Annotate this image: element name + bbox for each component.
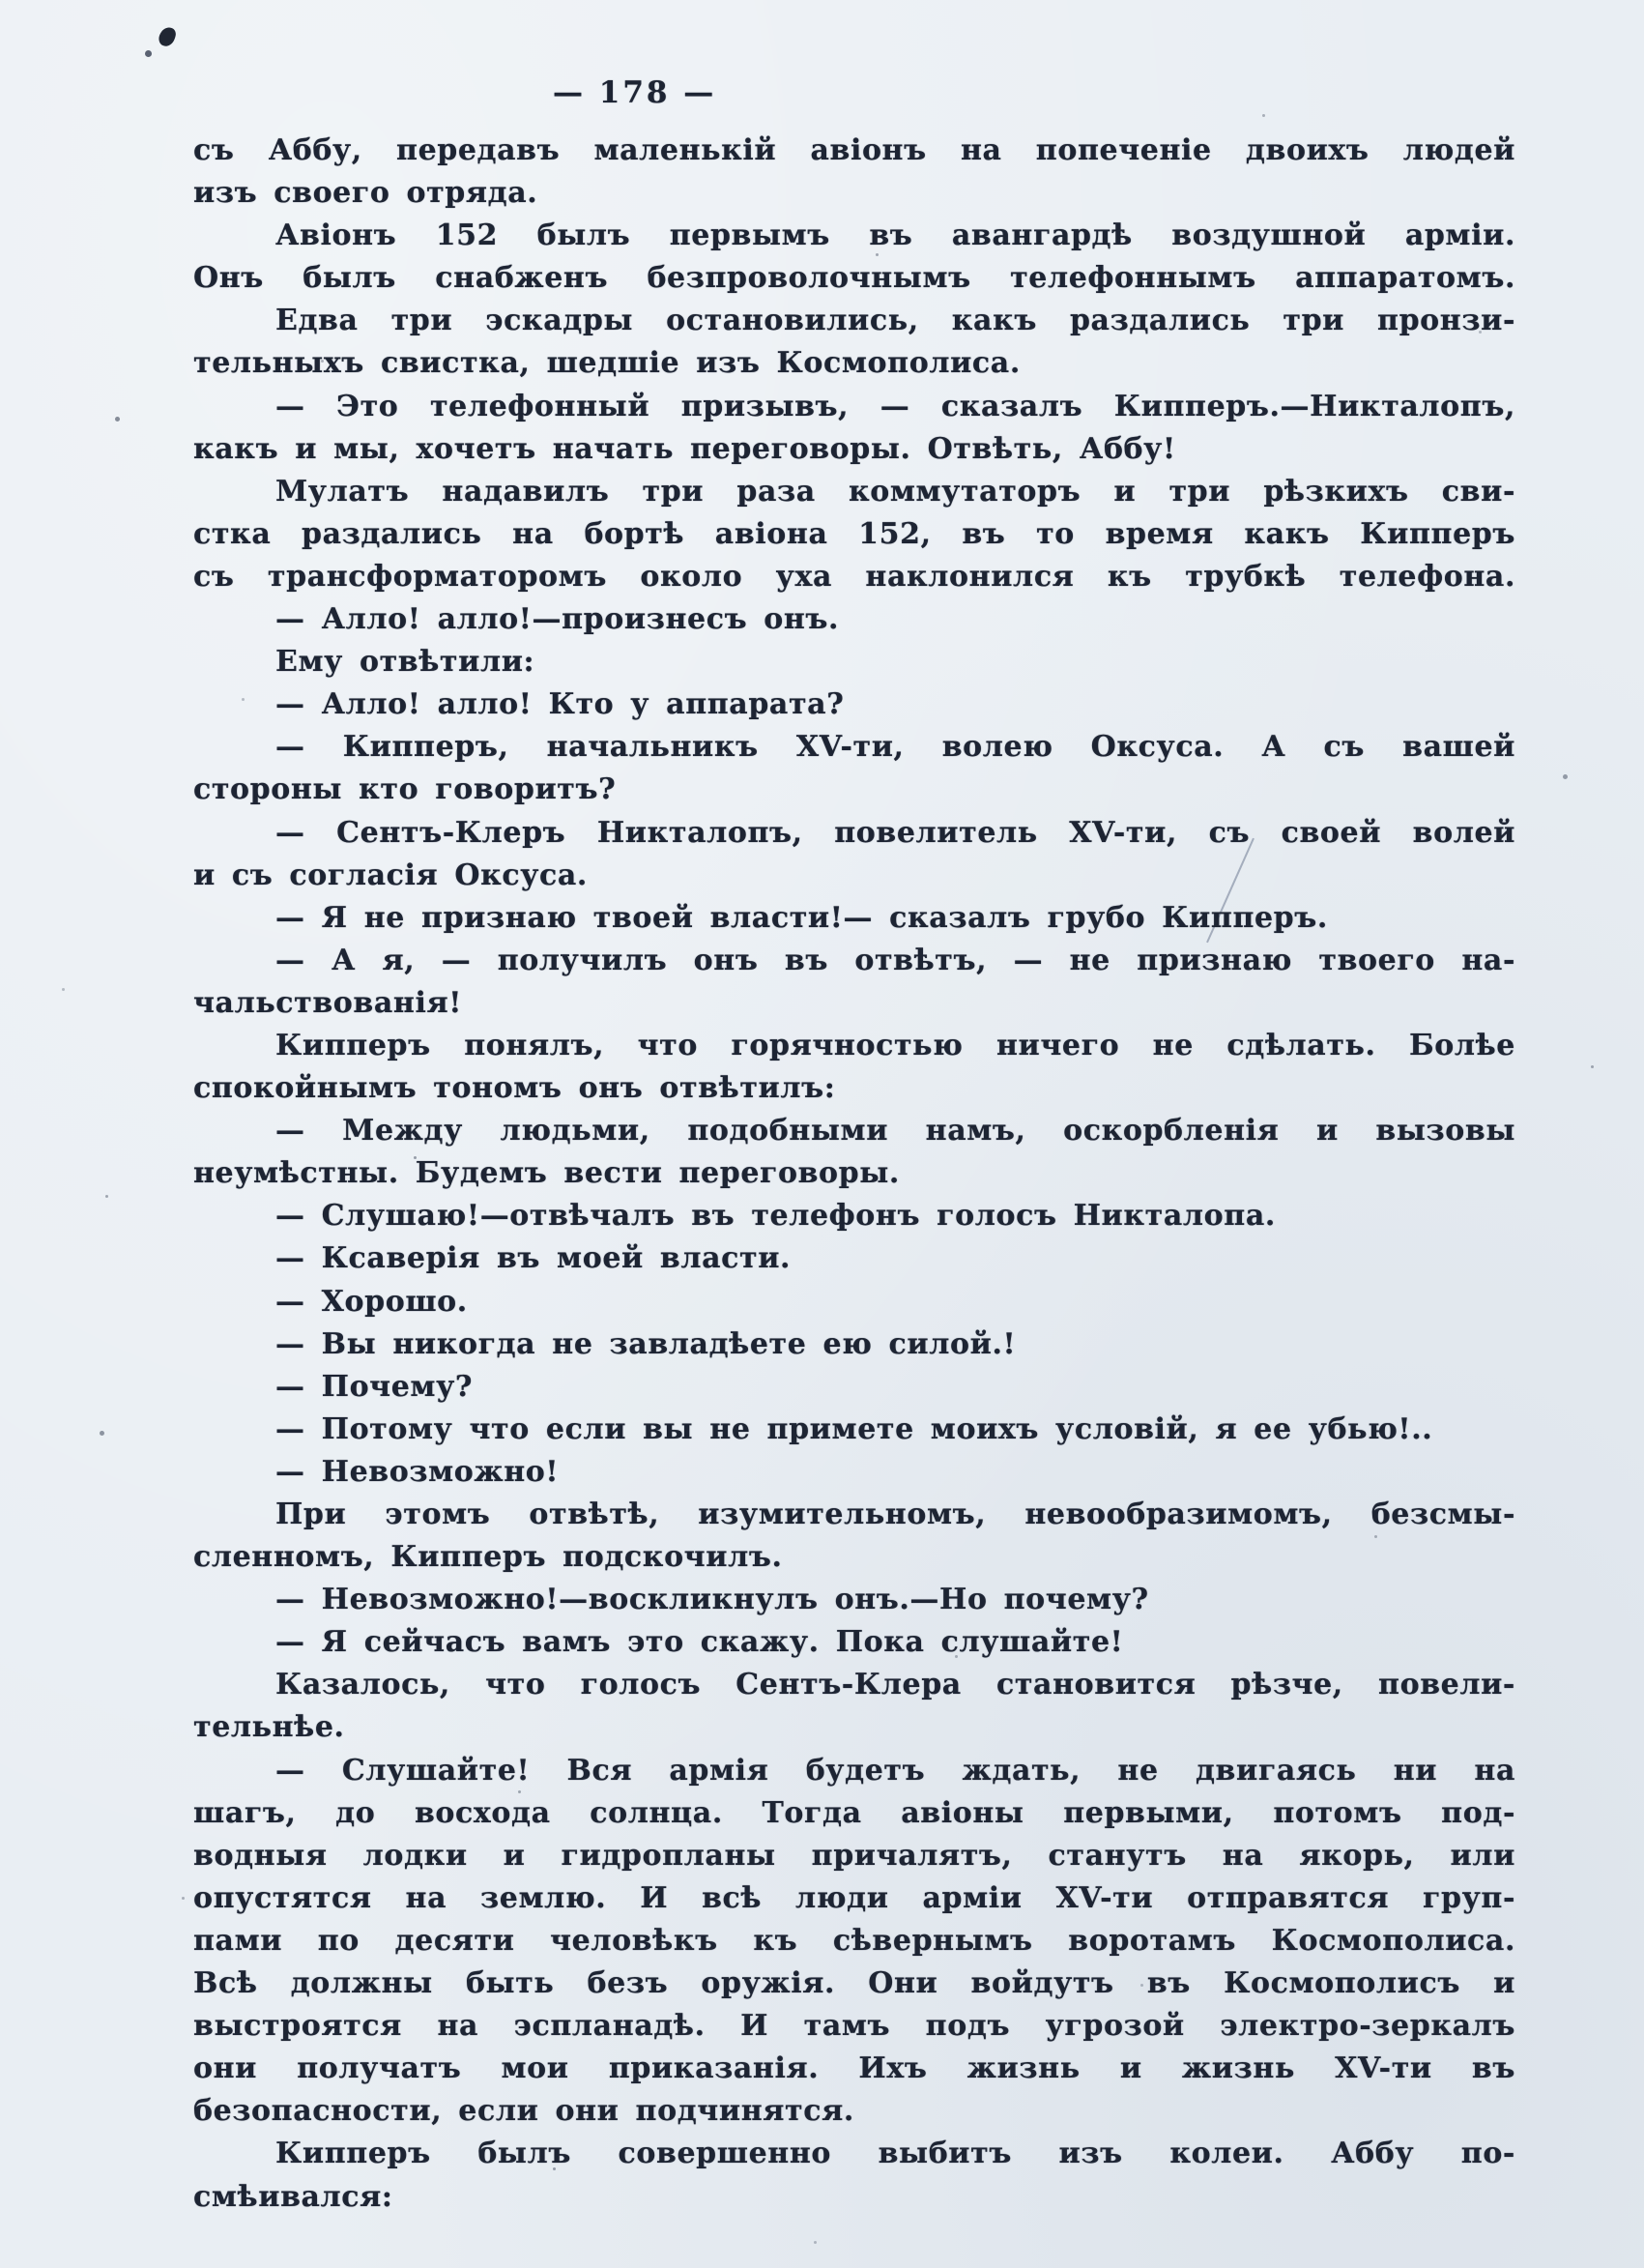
text-line: — Между людьми, подобными намъ, оскорбленія и вызовы xyxy=(275,1114,1515,1149)
text-line: выстроятся на эспланадѣ. И тамъ подъ угрозой электро-зеркалъ xyxy=(193,2009,1515,2044)
text-line: стка раздались на бортѣ авіона 152, въ то время какъ Кипперъ xyxy=(193,516,1515,551)
text-line: и съ согласія Оксуса. xyxy=(193,858,588,892)
text-line: опустятся на землю. И всѣ люди арміи XV-ти отправятся груп- xyxy=(193,1880,1515,1915)
text-line: — Я не признаю твоей власти!— сказалъ грубо Кипперъ. xyxy=(275,900,1328,935)
ink-smudge xyxy=(145,50,152,57)
text-line: сленномъ, Кипперъ подскочилъ. xyxy=(193,1540,783,1575)
page-number: — 178 — xyxy=(553,75,717,110)
ink-smudge xyxy=(157,25,177,48)
text-line: смѣивался: xyxy=(193,2179,393,2214)
text-line: водныя лодки и гидропланы причалятъ, станутъ на якорь, или xyxy=(193,1838,1515,1873)
text-line: — Кипперъ, начальникъ XV-ти, волею Оксуса. А съ вашей xyxy=(275,730,1515,765)
text-line: тельныхъ свистка, шедшіе изъ Космополиса. xyxy=(193,346,1021,381)
text-line: — Потому что если вы не примете моихъ условій, я ее убью!.. xyxy=(275,1411,1433,1446)
text-line: какъ и мы, хочетъ начать переговоры. Отвѣть, Аббу! xyxy=(193,431,1176,466)
text-line: — Невозможно! xyxy=(275,1454,560,1489)
text-line: — Слушаю!—отвѣчалъ въ телефонъ голосъ Никталопа. xyxy=(275,1199,1276,1234)
text-line: — Почему? xyxy=(275,1369,474,1404)
text-line: пами по десяти человѣкъ къ сѣвернымъ воротамъ Космополиса. xyxy=(193,1923,1515,1958)
scan-noise-speckles xyxy=(0,0,3,3)
text-line: — Невозможно!—воскликнулъ онъ.—Но почему? xyxy=(275,1583,1149,1617)
text-line: стороны кто говоритъ? xyxy=(193,772,617,807)
text-line: — Алло! алло! Кто у аппарата? xyxy=(275,687,845,722)
text-line: неумѣстны. Будемъ вести переговоры. xyxy=(193,1156,900,1191)
text-line: безопасности, если они подчинятся. xyxy=(193,2094,854,2129)
text-line: Кипперъ былъ совершенно выбитъ изъ колеи. Аббу по- xyxy=(275,2137,1515,2171)
text-line: Едва три эскадры остановились, какъ раздались три пронзи- xyxy=(275,304,1515,338)
text-line: — Хорошо. xyxy=(275,1284,468,1319)
text-line: — Ксаверія въ моей власти. xyxy=(275,1241,792,1276)
text-line: Всѣ должны быть безъ оружія. Они войдутъ въ Космополисъ и xyxy=(193,1966,1515,2001)
text-line: изъ своего отряда. xyxy=(193,176,538,211)
text-line: Ему отвѣтили: xyxy=(275,645,535,680)
text-line: Кипперъ понялъ, что горячностью ничего не сдѣлать. Болѣе xyxy=(275,1028,1515,1062)
text-line: Мулатъ надавилъ три раза коммутаторъ и три рѣзкихъ сви- xyxy=(275,474,1515,509)
text-line: — Это телефонный призывъ, — сказалъ Кипперъ.—Никталопъ, xyxy=(275,389,1515,423)
text-line: съ трансформаторомъ около уха наклонился къ трубкѣ телефона. xyxy=(193,559,1515,594)
text-line: Казалось, что голосъ Сентъ-Клера становится рѣзче, повели- xyxy=(275,1668,1515,1702)
text-line: Онъ былъ снабженъ безпроволочнымъ телефоннымъ аппаратомъ. xyxy=(193,261,1515,296)
text-line: тельнѣе. xyxy=(193,1710,345,1745)
text-line: — Сентъ-Клеръ Никталопъ, повелитель XV-ти, съ своей волей xyxy=(275,815,1515,850)
text-line: — Вы никогда не завладѣете ею силой.! xyxy=(275,1326,1017,1361)
page-text xyxy=(193,130,1515,2219)
text-line: спокойнымъ тономъ онъ отвѣтилъ: xyxy=(193,1071,836,1106)
text-line: шагъ, до восхода солнца. Тогда авіоны первыми, потомъ под- xyxy=(193,1795,1515,1830)
text-line: чальствованія! xyxy=(193,985,462,1020)
text-line: съ Аббу, передавъ маленькій авіонъ на попеченіе двоихъ людей xyxy=(193,133,1515,167)
text-line: — А я, — получилъ онъ въ отвѣтъ, — не признаю твоего на- xyxy=(275,943,1515,977)
text-line: — Алло! алло!—произнесъ онъ. xyxy=(275,602,840,637)
text-line: — Я сейчасъ вамъ это скажу. Пока слушайте! xyxy=(275,1625,1124,1660)
text-line: При этомъ отвѣтѣ, изумительномъ, невообразимомъ, безсмы- xyxy=(275,1497,1515,1531)
text-line: они получатъ мои приказанія. Ихъ жизнь и жизнь XV-ти въ xyxy=(193,2051,1515,2086)
text-line: — Слушайте! Вся армія будетъ ждать, не двигаясь ни на xyxy=(275,1753,1515,1788)
text-line: Авіонъ 152 былъ первымъ въ авангардѣ воздушной арміи. xyxy=(275,218,1515,253)
